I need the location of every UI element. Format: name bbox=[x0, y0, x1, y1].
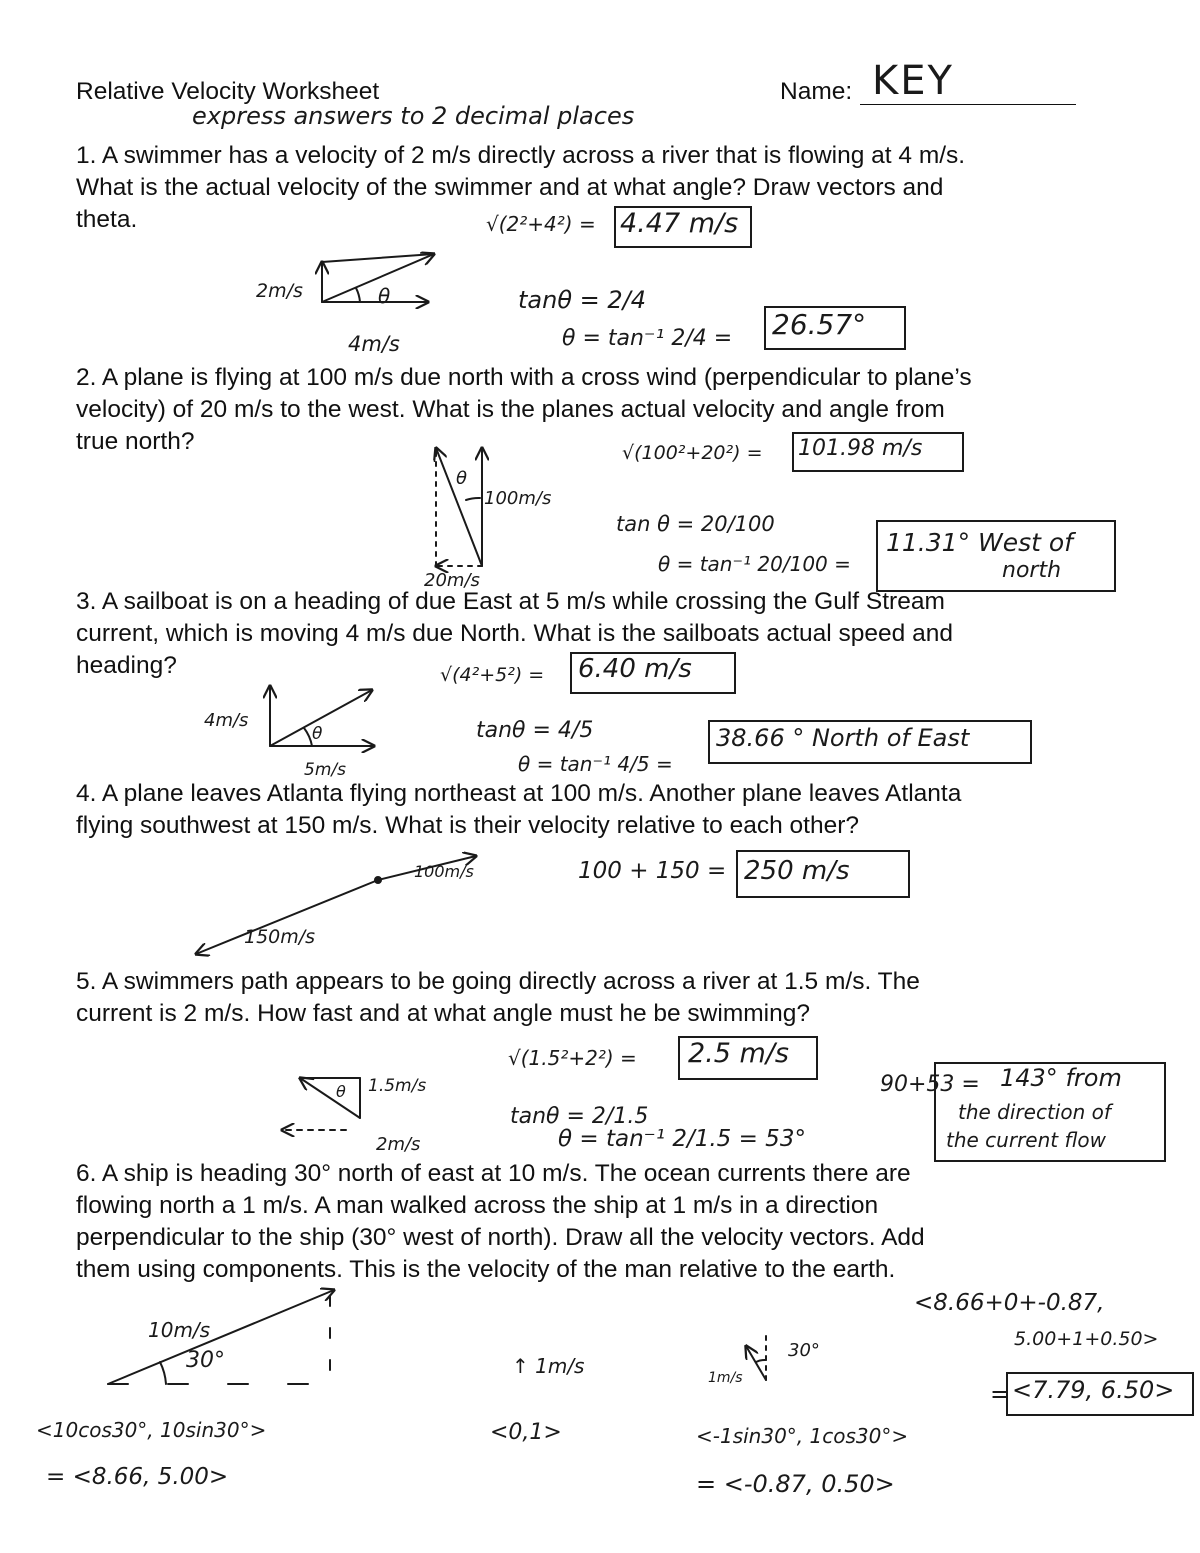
q3-line-1: 3. A sailboat is on a heading of due East at 5 m/s while crossing the Gulf Stream bbox=[76, 588, 945, 615]
q5-diagram-vertical-label: 1.5m/s bbox=[368, 1076, 427, 1096]
q2-line-1: 2. A plane is flying at 100 m/s due north with a cross wind (perpendicular to plane’s bbox=[76, 364, 972, 391]
q4-vector-diagram bbox=[196, 856, 476, 954]
q1-angle-line: θ = tan⁻¹ 2/4 = bbox=[562, 326, 733, 351]
q4-calc: 100 + 150 = bbox=[578, 858, 727, 884]
q6-ship-result: = <8.66, 5.00> bbox=[46, 1464, 229, 1490]
q2-angle-answer-line-1: 11.31° West of bbox=[886, 528, 1073, 557]
q5-answer: 2.5 m/s bbox=[688, 1038, 789, 1069]
q5-theta-label: θ bbox=[336, 1082, 346, 1101]
q6-line-3: perpendicular to the ship (30° west of north). Draw all the velocity vectors. Add bbox=[76, 1224, 925, 1251]
q4-diagram-label-150: 150m/s bbox=[244, 926, 316, 948]
q6-current-components: <0,1> bbox=[490, 1420, 562, 1445]
q6-sum-line-1: <8.66+0+-0.87, bbox=[914, 1290, 1105, 1316]
q5-final-answer-line-1: 143° from bbox=[1000, 1064, 1122, 1092]
q3-line-3: heading? bbox=[76, 652, 177, 679]
q5-line-2: current is 2 m/s. How fast and at what angle must he be swimming? bbox=[76, 1000, 810, 1027]
q6-man-label: 1m/s bbox=[708, 1370, 743, 1386]
q3-diagram-horizontal-label: 5m/s bbox=[304, 760, 346, 780]
q5-final-calc: 90+53 = bbox=[880, 1072, 980, 1097]
name-value: KEY bbox=[872, 58, 954, 104]
q6-ship-speed-label: 10m/s bbox=[148, 1318, 211, 1342]
q3-diagram-vertical-label: 4m/s bbox=[204, 710, 249, 731]
q3-theta-label: θ bbox=[312, 724, 323, 744]
q3-magnitude-calc: √(4²+5²) = bbox=[440, 664, 545, 686]
q5-final-answer-line-2: the direction of bbox=[958, 1100, 1111, 1124]
q4-line-2: flying southwest at 150 m/s. What is their velocity relative to each other? bbox=[76, 812, 860, 839]
q6-man-components: <-1sin30°, 1cos30°> bbox=[696, 1424, 909, 1448]
q2-diagram-horizontal-label: 20m/s bbox=[424, 570, 480, 591]
q2-angle-line: θ = tan⁻¹ 20/100 = bbox=[658, 552, 851, 576]
q3-angle-answer: 38.66 ° North of East bbox=[716, 724, 970, 752]
q1-line-1: 1. A swimmer has a velocity of 2 m/s directly across a river that is flowing at 4 m/s. bbox=[76, 142, 966, 169]
q1-line-3: theta. bbox=[76, 206, 138, 233]
q2-angle-answer-line-2: north bbox=[1002, 558, 1062, 583]
q1-magnitude-calc: √(2²+4²) = bbox=[486, 212, 596, 236]
instruction-note: express answers to 2 decimal places bbox=[192, 102, 635, 130]
q1-diagram-horizontal-label: 4m/s bbox=[348, 332, 400, 356]
q5-magnitude-calc: √(1.5²+2²) = bbox=[508, 1046, 637, 1070]
q2-theta-label: θ bbox=[456, 468, 468, 489]
q2-diagram-vertical-label: 100m/s bbox=[484, 488, 552, 509]
q4-answer: 250 m/s bbox=[744, 856, 850, 886]
q5-angle-line: θ = tan⁻¹ 2/1.5 = 53° bbox=[558, 1126, 806, 1152]
q3-angle-line: θ = tan⁻¹ 4/5 = bbox=[518, 752, 673, 776]
q6-ship-diagram bbox=[108, 1290, 334, 1384]
q3-answer: 6.40 m/s bbox=[578, 654, 692, 684]
q5-final-answer-line-3: the current flow bbox=[946, 1128, 1106, 1152]
q1-tan-line: tanθ = 2/4 bbox=[518, 286, 647, 314]
q6-man-result: = <-0.87, 0.50> bbox=[696, 1470, 895, 1498]
q6-ship-components: <10cos30°, 10sin30°> bbox=[36, 1418, 267, 1442]
q6-sum-line-2: 5.00+1+0.50> bbox=[1014, 1328, 1159, 1350]
q3-line-2: current, which is moving 4 m/s due North. What is the sailboats actual speed and bbox=[76, 620, 953, 647]
q1-angle-answer: 26.57° bbox=[772, 308, 867, 341]
q4-diagram-label-100: 100m/s bbox=[414, 862, 474, 881]
q5-vector-diagram bbox=[282, 1078, 360, 1130]
q1-line-2: What is the actual velocity of the swimmer and at what angle? Draw vectors and bbox=[76, 174, 944, 201]
q3-vector-diagram bbox=[270, 686, 374, 746]
q6-line-1: 6. A ship is heading 30° north of east at 10 m/s. The ocean currents there are bbox=[76, 1160, 911, 1187]
q2-vector-diagram bbox=[436, 448, 482, 566]
q6-man-angle-label: 30° bbox=[788, 1340, 820, 1361]
q2-line-3: true north? bbox=[76, 428, 195, 455]
q6-answer: <7.79, 6.50> bbox=[1012, 1376, 1175, 1404]
q2-magnitude-calc: √(100²+20²) = bbox=[622, 442, 763, 464]
q3-tan-line: tanθ = 4/5 bbox=[476, 718, 594, 743]
q6-line-4: them using components. This is the velocity of the man relative to the earth. bbox=[76, 1256, 896, 1283]
q1-answer: 4.47 m/s bbox=[620, 208, 739, 239]
q2-answer: 101.98 m/s bbox=[798, 436, 923, 461]
q4-line-1: 4. A plane leaves Atlanta flying northeast at 100 m/s. Another plane leaves Atlanta bbox=[76, 780, 962, 807]
q6-line-2: flowing north a 1 m/s. A man walked across the ship at 1 m/s in a direction bbox=[76, 1192, 879, 1219]
q1-diagram-vertical-label: 2m/s bbox=[256, 280, 303, 302]
name-label: Name: bbox=[780, 78, 853, 105]
q6-sum-prefix: = bbox=[990, 1380, 1011, 1408]
q5-diagram-horizontal-label: 2m/s bbox=[376, 1134, 421, 1155]
q2-tan-line: tan θ = 20/100 bbox=[616, 512, 775, 536]
worksheet-title: Relative Velocity Worksheet bbox=[76, 78, 380, 105]
q2-line-2: velocity) of 20 m/s to the west. What is the planes actual velocity and angle from bbox=[76, 396, 945, 423]
q6-man-diagram bbox=[746, 1330, 766, 1380]
q6-ship-angle-label: 30° bbox=[186, 1348, 225, 1373]
q6-current-label: ↑ 1m/s bbox=[512, 1354, 585, 1378]
q5-tan-line: tanθ = 2/1.5 bbox=[510, 1104, 649, 1129]
q1-theta-label: θ bbox=[378, 284, 391, 308]
q5-line-1: 5. A swimmers path appears to be going directly across a river at 1.5 m/s. The bbox=[76, 968, 920, 995]
q1-vector-diagram bbox=[322, 254, 434, 302]
